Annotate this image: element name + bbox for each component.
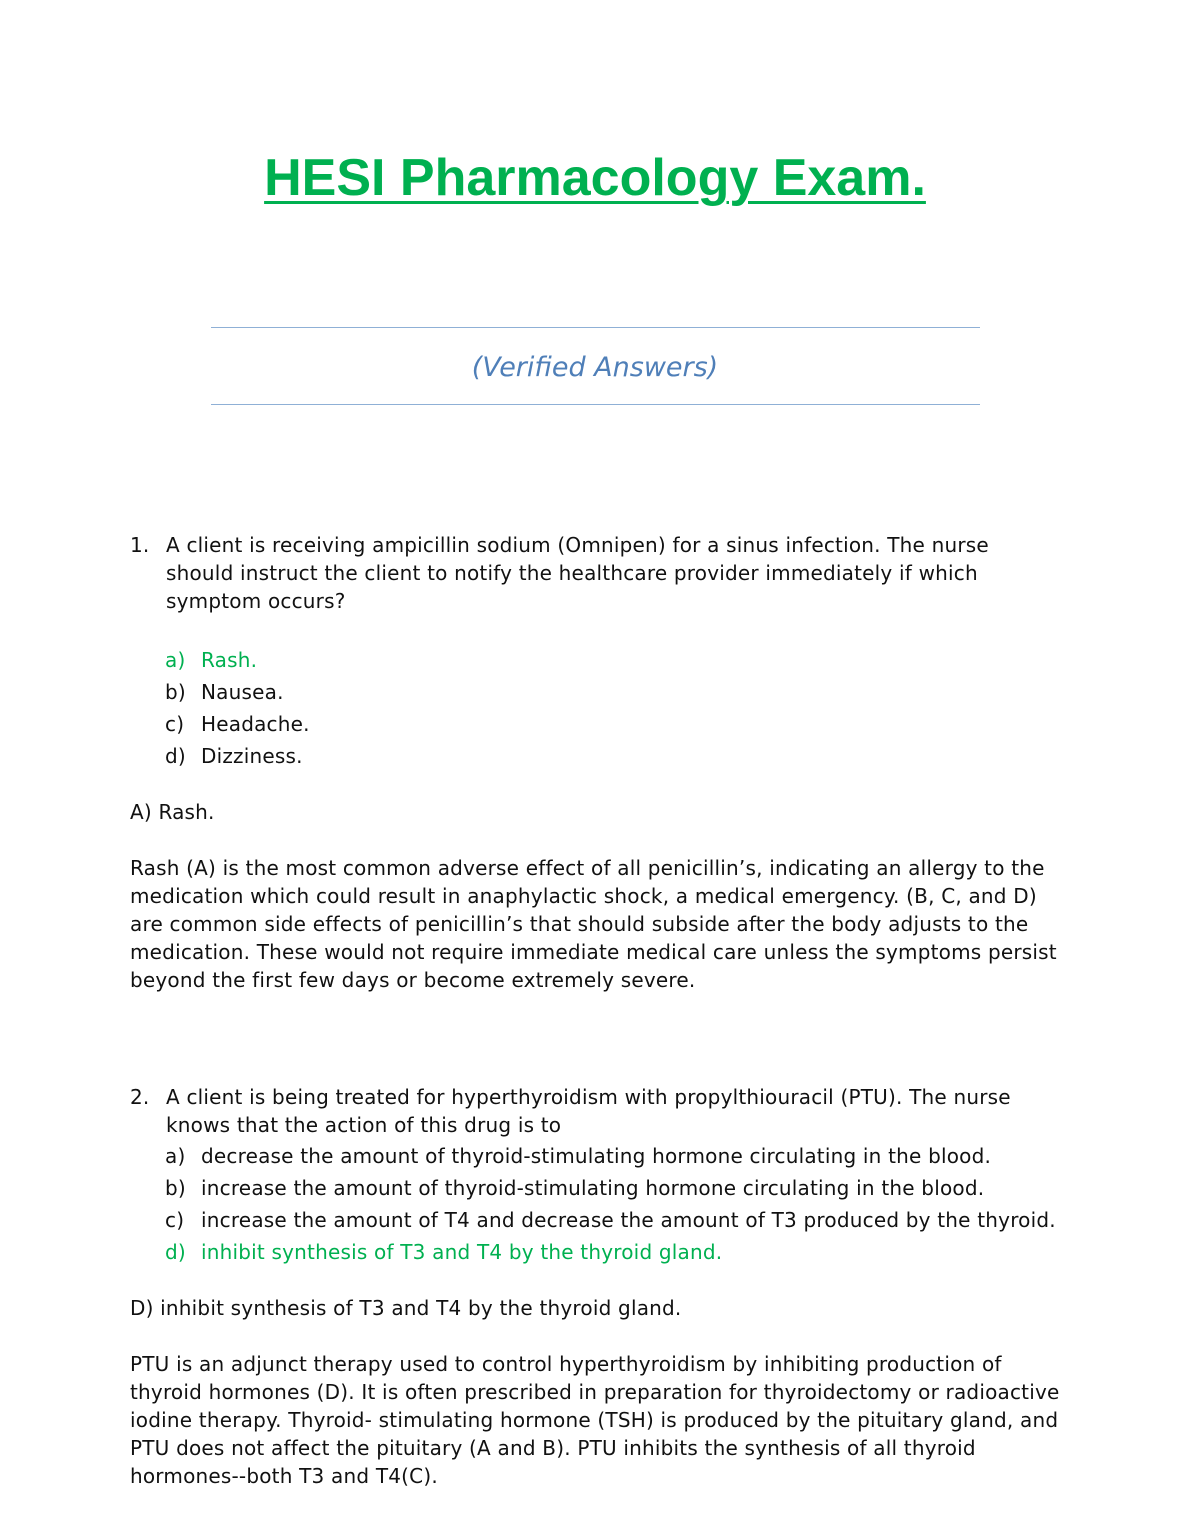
document-subtitle: (Verified Answers) bbox=[471, 352, 719, 383]
option-item bbox=[165, 1204, 1065, 1236]
option-item bbox=[165, 740, 1065, 772]
option-item bbox=[165, 676, 1065, 708]
option-letter: b) bbox=[165, 680, 186, 704]
option-item bbox=[165, 1172, 1065, 1204]
rationale-text: PTU is an adjunct therapy used to control hyperthyroidism by inhibiting production of thyroid hormones (D). It is often prescribed in preparation for thyroidectomy or radioactive iodine therapy. Thyroid- stimulating hormone (TSH) is produced by the pituitary gland, and PTU does not affect the pituitary (A and B). PTU inhibits the synthesis of all thyroid hormones--both T3 and T4(C). bbox=[130, 1352, 1060, 1488]
answer-key: D) inhibit synthesis of T3 and T4 by the thyroid gland. bbox=[130, 1296, 682, 1320]
option-letter: c) bbox=[165, 712, 185, 736]
question-2 bbox=[130, 1083, 1060, 1139]
option-item bbox=[165, 644, 1065, 676]
rationale-text: Rash (A) is the most common adverse effect of all penicillin’s, indicating an allergy to the medication which could result in anaphylactic shock, a medical emergency. (B, C, and D) are common side effects of penicillin’s that should subside after the body adjusts to the medication. These would not require immediate medical care unless the symptoms persist beyond the first few days or become extremely severe. bbox=[130, 856, 1057, 992]
option-text: decrease the amount of thyroid-stimulating hormone circulating in the blood. bbox=[201, 1144, 992, 1168]
option-letter: c) bbox=[165, 1208, 185, 1232]
option-letter: d) bbox=[165, 744, 186, 768]
option-letter: d) bbox=[165, 1240, 186, 1264]
option-item bbox=[165, 708, 1065, 740]
question-1 bbox=[130, 531, 1060, 615]
option-item bbox=[165, 1236, 1065, 1268]
option-item bbox=[165, 1140, 1065, 1172]
question-number: 2. bbox=[130, 1085, 150, 1109]
option-text: increase the amount of T4 and decrease the amount of T3 produced by the thyroid. bbox=[201, 1208, 1056, 1232]
answer-key: A) Rash. bbox=[130, 800, 215, 824]
option-text: inhibit synthesis of T3 and T4 by the thyroid gland. bbox=[201, 1240, 723, 1264]
question-text: A client is being treated for hyperthyroidism with propylthiouracil (PTU). The nurse knows that the action of this drug is to bbox=[166, 1085, 1011, 1137]
question-number: 1. bbox=[130, 533, 150, 557]
option-text: increase the amount of thyroid-stimulating hormone circulating in the blood. bbox=[201, 1176, 985, 1200]
question-text: A client is receiving ampicillin sodium (Omnipen) for a sinus infection. The nurse should instruct the client to notify the healthcare provider immediately if which symptom occurs? bbox=[166, 533, 989, 613]
option-text: Dizziness. bbox=[201, 744, 303, 768]
subtitle-bottom-rule bbox=[211, 404, 980, 405]
option-text: Headache. bbox=[201, 712, 310, 736]
document-title: HESI Pharmacology Exam. bbox=[264, 149, 926, 207]
option-letter: a) bbox=[165, 1144, 186, 1168]
option-text: Rash. bbox=[201, 648, 258, 672]
option-letter: b) bbox=[165, 1176, 186, 1200]
option-letter: a) bbox=[165, 648, 186, 672]
option-text: Nausea. bbox=[201, 680, 284, 704]
subtitle-top-rule bbox=[211, 327, 980, 328]
